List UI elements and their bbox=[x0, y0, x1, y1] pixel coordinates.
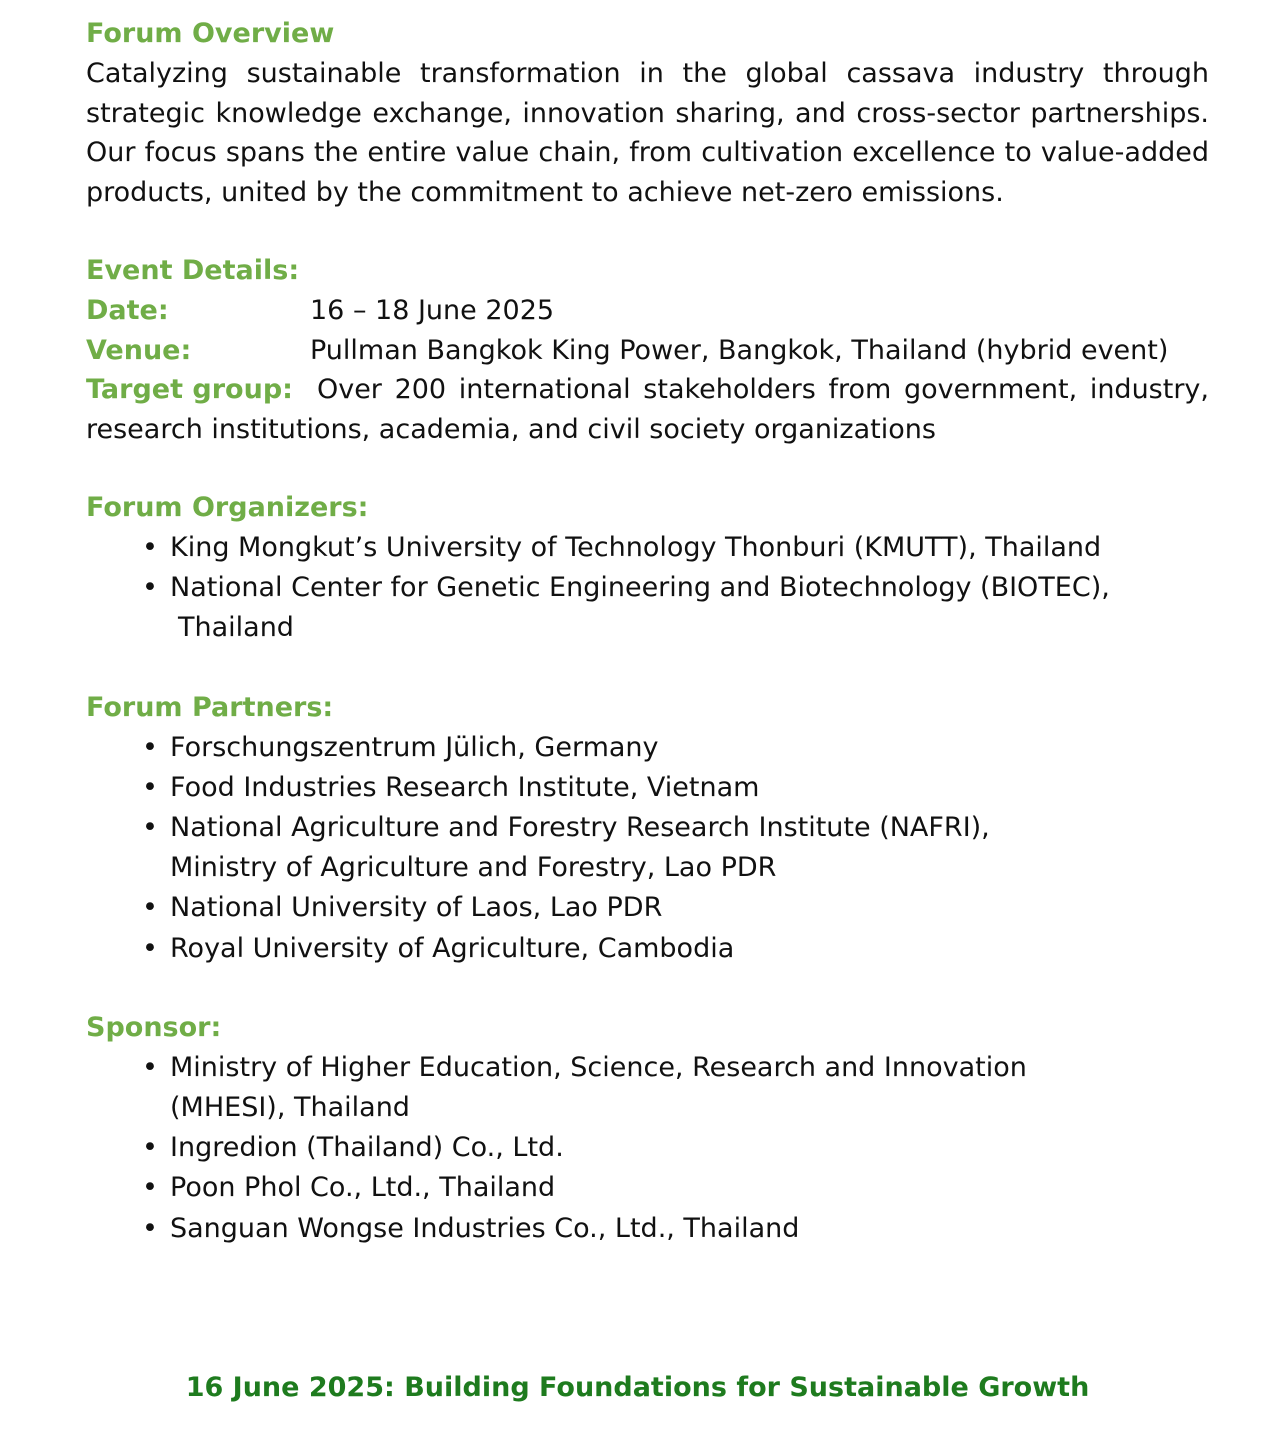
partners-list bbox=[86, 728, 1209, 969]
bullet-icon: • bbox=[142, 812, 158, 844]
list-item bbox=[142, 728, 1209, 768]
partner-name: Food Industries Research Institute, Vietnam bbox=[170, 771, 760, 803]
bullet-icon: • bbox=[142, 1051, 158, 1083]
organizers-heading: Forum Organizers: bbox=[86, 492, 369, 523]
bullet-icon: • bbox=[142, 532, 158, 563]
bullet-icon: • bbox=[142, 1212, 158, 1244]
target-value: Over 200 international stakeholders from government, industry, research institutions, academia, and civil society organizations bbox=[86, 374, 1209, 445]
sponsor-heading: Sponsor: bbox=[86, 1011, 222, 1043]
document-page bbox=[86, 14, 1209, 1249]
sponsor-name: Poon Phol Co., Ltd., Thailand bbox=[170, 1172, 556, 1204]
day-title: 16 June 2025: Building Foundations for Sustainable Growth bbox=[185, 1372, 1090, 1403]
partner-name: National University of Laos, Lao PDR bbox=[170, 892, 663, 924]
list-item bbox=[142, 568, 1209, 608]
date-label: Date: bbox=[86, 295, 169, 326]
list-item bbox=[142, 929, 1209, 969]
bullet-icon: • bbox=[142, 731, 158, 763]
list-item bbox=[142, 1048, 1209, 1128]
venue-row bbox=[86, 331, 1209, 371]
list-item bbox=[142, 1128, 1209, 1168]
organizers-list bbox=[86, 528, 1209, 649]
organizer-name-continued: Thailand bbox=[178, 612, 294, 644]
sponsor-name: Sanguan Wongse Industries Co., Ltd., Thailand bbox=[170, 1212, 800, 1244]
list-item bbox=[142, 888, 1209, 928]
list-item bbox=[142, 528, 1209, 568]
list-item bbox=[142, 1209, 1209, 1249]
target-row bbox=[86, 370, 1209, 449]
partner-name: National Agriculture and Forestry Research Institute (NAFRI), Ministry of Agriculture and Forestry, Lao PDR bbox=[170, 812, 990, 884]
list-item bbox=[142, 1168, 1209, 1208]
bullet-icon: • bbox=[142, 1172, 158, 1204]
bullet-icon: • bbox=[142, 892, 158, 924]
list-item bbox=[142, 768, 1209, 808]
list-item-continuation bbox=[170, 608, 1209, 648]
bullet-icon: • bbox=[142, 932, 158, 964]
sponsor-list bbox=[86, 1048, 1209, 1249]
target-label: Target group: bbox=[86, 374, 293, 405]
partner-name: Forschungszentrum Jülich, Germany bbox=[170, 731, 659, 763]
partner-name: Royal University of Agriculture, Cambodia bbox=[170, 932, 735, 964]
event-details bbox=[86, 291, 1209, 449]
venue-label: Venue: bbox=[86, 334, 192, 366]
bullet-icon: • bbox=[142, 1132, 158, 1164]
date-row bbox=[86, 291, 1209, 331]
overview-heading: Forum Overview bbox=[86, 18, 335, 49]
date-value: 16 – 18 June 2025 bbox=[310, 295, 555, 326]
sponsor-name: Ingredion (Thailand) Co., Ltd. bbox=[170, 1132, 564, 1164]
organizer-name: King Mongkut’s University of Technology Thonburi (KMUTT), Thailand bbox=[170, 532, 1102, 563]
organizer-name: National Center for Genetic Engineering and Biotechnology (BIOTEC), bbox=[170, 572, 1110, 604]
overview-text: Catalyzing sustainable transformation in the global cassava industry through strategic knowledge exchange, innovation sharing, and cross-sector partnerships. Our focus spans the entire value chain, from cultivation excellence to value-added products, united by the commitment to achieve net-zero emissions. bbox=[86, 58, 1209, 208]
venue-value: Pullman Bangkok King Power, Bangkok, Thailand (hybrid event) bbox=[310, 334, 1169, 366]
sponsor-name: Ministry of Higher Education, Science, Research and Innovation (MHESI), Thailand bbox=[170, 1051, 1027, 1124]
event-details-heading: Event Details: bbox=[86, 255, 300, 286]
list-item bbox=[142, 808, 1209, 888]
partners-heading: Forum Partners: bbox=[86, 691, 334, 723]
bullet-icon: • bbox=[142, 771, 158, 803]
bullet-icon: • bbox=[142, 572, 158, 604]
